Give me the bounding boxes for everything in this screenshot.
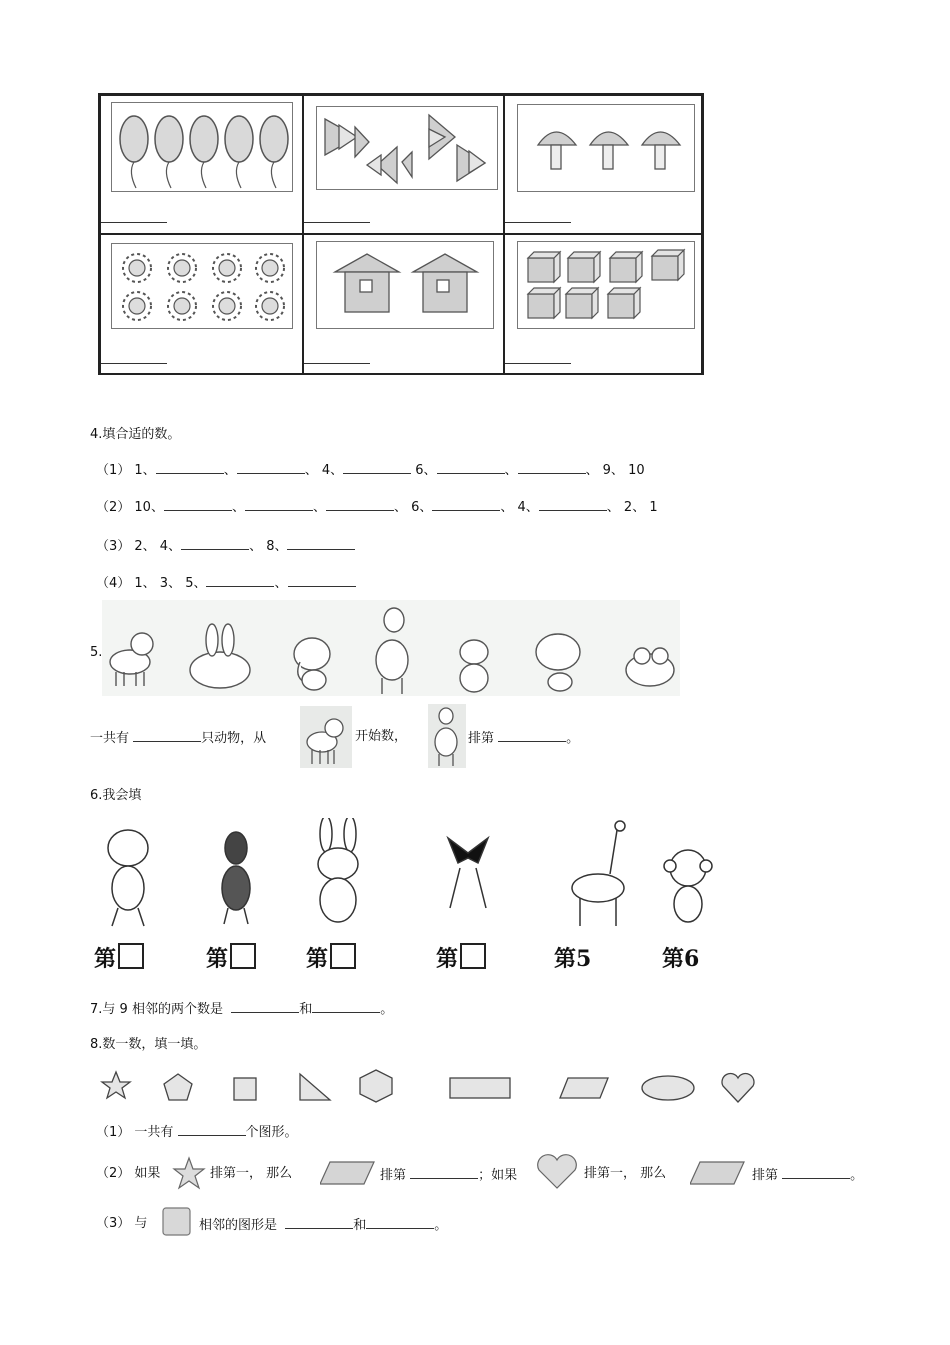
grid-cell-suns	[100, 234, 303, 375]
answer-blank[interactable]	[498, 729, 566, 742]
characters-icon	[88, 818, 728, 933]
q8-part-2-c: 排第 ；如果	[380, 1168, 518, 1183]
answer-blank[interactable]	[245, 498, 313, 511]
shapes-row	[98, 1066, 760, 1106]
answer-blank[interactable]	[326, 498, 394, 511]
answer-box[interactable]	[330, 943, 356, 969]
answer-blank[interactable]	[101, 363, 167, 364]
triangle-icon	[300, 1074, 330, 1100]
answer-blank[interactable]	[164, 498, 232, 511]
answer-blank[interactable]	[304, 363, 370, 364]
answer-blank[interactable]	[237, 461, 305, 474]
answer-blank[interactable]	[285, 1216, 353, 1229]
q8-part-2-a: （2） 如果	[96, 1166, 161, 1181]
characters-row	[88, 818, 728, 978]
rank-label-5: 第5	[554, 946, 592, 972]
answer-box[interactable]	[118, 943, 144, 969]
answer-blank[interactable]	[505, 363, 571, 364]
answer-blank[interactable]	[437, 461, 505, 474]
answer-blank[interactable]	[133, 729, 201, 742]
grid-cell-balloons	[100, 95, 303, 234]
answer-blank[interactable]	[288, 574, 356, 587]
sun-icon	[112, 244, 292, 328]
balloons-picture	[111, 102, 293, 192]
answer-blank[interactable]	[432, 498, 500, 511]
q8-part-2-e: 排第一， 那么	[584, 1166, 667, 1181]
rectangle-icon	[450, 1078, 510, 1098]
heart-icon	[722, 1074, 754, 1103]
mushroom-icon	[518, 105, 694, 191]
q8-part-2-f: 排第 。	[752, 1168, 864, 1183]
answer-blank[interactable]	[539, 498, 607, 511]
answer-blank[interactable]	[343, 461, 411, 474]
cube-icon	[518, 242, 694, 328]
rank-label-2: 第	[206, 942, 256, 973]
houses-picture	[316, 241, 494, 329]
answer-blank[interactable]	[156, 461, 224, 474]
fish-icon	[317, 107, 497, 189]
counting-grid	[98, 93, 704, 375]
ellipse-icon	[642, 1076, 694, 1100]
grid-cell-cubes	[504, 234, 702, 375]
rank-label-6: 第6	[662, 946, 700, 972]
answer-blank[interactable]	[287, 537, 355, 550]
answer-blank[interactable]	[782, 1166, 850, 1179]
q8-part-2-b: 排第一， 那么	[210, 1166, 293, 1181]
answer-blank[interactable]	[178, 1123, 246, 1136]
q4-row-3: （3） 2、 4、 、 8、	[96, 537, 355, 555]
parallelogram-icon	[560, 1078, 608, 1098]
shapes-icon	[98, 1066, 760, 1106]
mushrooms-picture	[517, 104, 695, 192]
heart-figure	[536, 1154, 578, 1190]
pentagon-icon	[164, 1074, 192, 1100]
q5-sentence: 一共有 只动物，从	[90, 731, 267, 746]
answer-blank[interactable]	[312, 1000, 380, 1013]
balloon-icon	[112, 103, 292, 191]
cow-picture	[300, 706, 352, 768]
q4-row-2: （2） 10、 、 、 、 6、 、 4、 、 2、 1	[96, 500, 658, 515]
cow-icon	[300, 706, 352, 768]
parallelogram-figure-2	[690, 1160, 746, 1186]
square-figure	[162, 1207, 192, 1237]
cubes-picture	[517, 241, 695, 329]
answer-blank[interactable]	[206, 574, 274, 587]
answer-blank[interactable]	[101, 222, 167, 223]
rank-label-3: 第	[306, 942, 356, 973]
hexagon-icon	[360, 1070, 392, 1102]
q8-part-3-b: 相邻的图形是 和 。	[199, 1218, 448, 1233]
answer-blank[interactable]	[366, 1216, 434, 1229]
rank-label-4: 第	[436, 942, 486, 973]
q5-start-text: 开始数，	[355, 729, 408, 744]
q8-title: 8.数一数，填一填。	[90, 1037, 207, 1052]
animals-row-picture	[102, 600, 680, 696]
parallelogram-figure	[320, 1160, 376, 1186]
grid-cell-houses	[303, 234, 504, 375]
answer-blank[interactable]	[304, 222, 370, 223]
animals-icon	[102, 600, 680, 696]
grid-cell-fish	[303, 95, 504, 234]
answer-blank[interactable]	[231, 1000, 299, 1013]
q8-part-1: （1） 一共有 个图形。	[96, 1125, 298, 1140]
parallelogram-icon	[320, 1160, 376, 1186]
q4-row-1: （1） 1、 、 、 4、 6、 、 、 9、 10	[96, 463, 645, 478]
house-icon	[317, 242, 493, 328]
parallelogram-icon	[690, 1160, 746, 1186]
grid-cell-mushrooms	[504, 95, 702, 234]
q5-number: 5.	[90, 645, 103, 660]
q8-part-3-a: （3） 与	[96, 1216, 148, 1231]
star-icon	[172, 1156, 206, 1190]
answer-box[interactable]	[230, 943, 256, 969]
q5-rank-sentence: 排第 。	[468, 731, 580, 746]
square-icon	[234, 1078, 256, 1100]
rank-label-1: 第	[94, 942, 144, 973]
answer-blank[interactable]	[181, 537, 249, 550]
q6-title: 6.我会填	[90, 788, 142, 803]
fish-picture	[316, 106, 498, 190]
answer-box[interactable]	[460, 943, 486, 969]
star-icon	[102, 1072, 130, 1098]
suns-picture	[111, 243, 293, 329]
q4-title: 4.填合适的数。	[90, 427, 181, 442]
deer-icon	[428, 704, 466, 768]
star-figure	[172, 1156, 206, 1190]
answer-blank[interactable]	[505, 222, 571, 223]
square-icon	[162, 1207, 192, 1237]
answer-blank[interactable]	[410, 1166, 478, 1179]
answer-blank[interactable]	[518, 461, 586, 474]
q7-sentence: 7.与 9 相邻的两个数是 和 。	[90, 1002, 394, 1017]
q4-row-4: （4） 1、 3、 5、 、	[96, 574, 356, 592]
deer-picture	[428, 704, 466, 768]
heart-icon	[536, 1154, 578, 1190]
